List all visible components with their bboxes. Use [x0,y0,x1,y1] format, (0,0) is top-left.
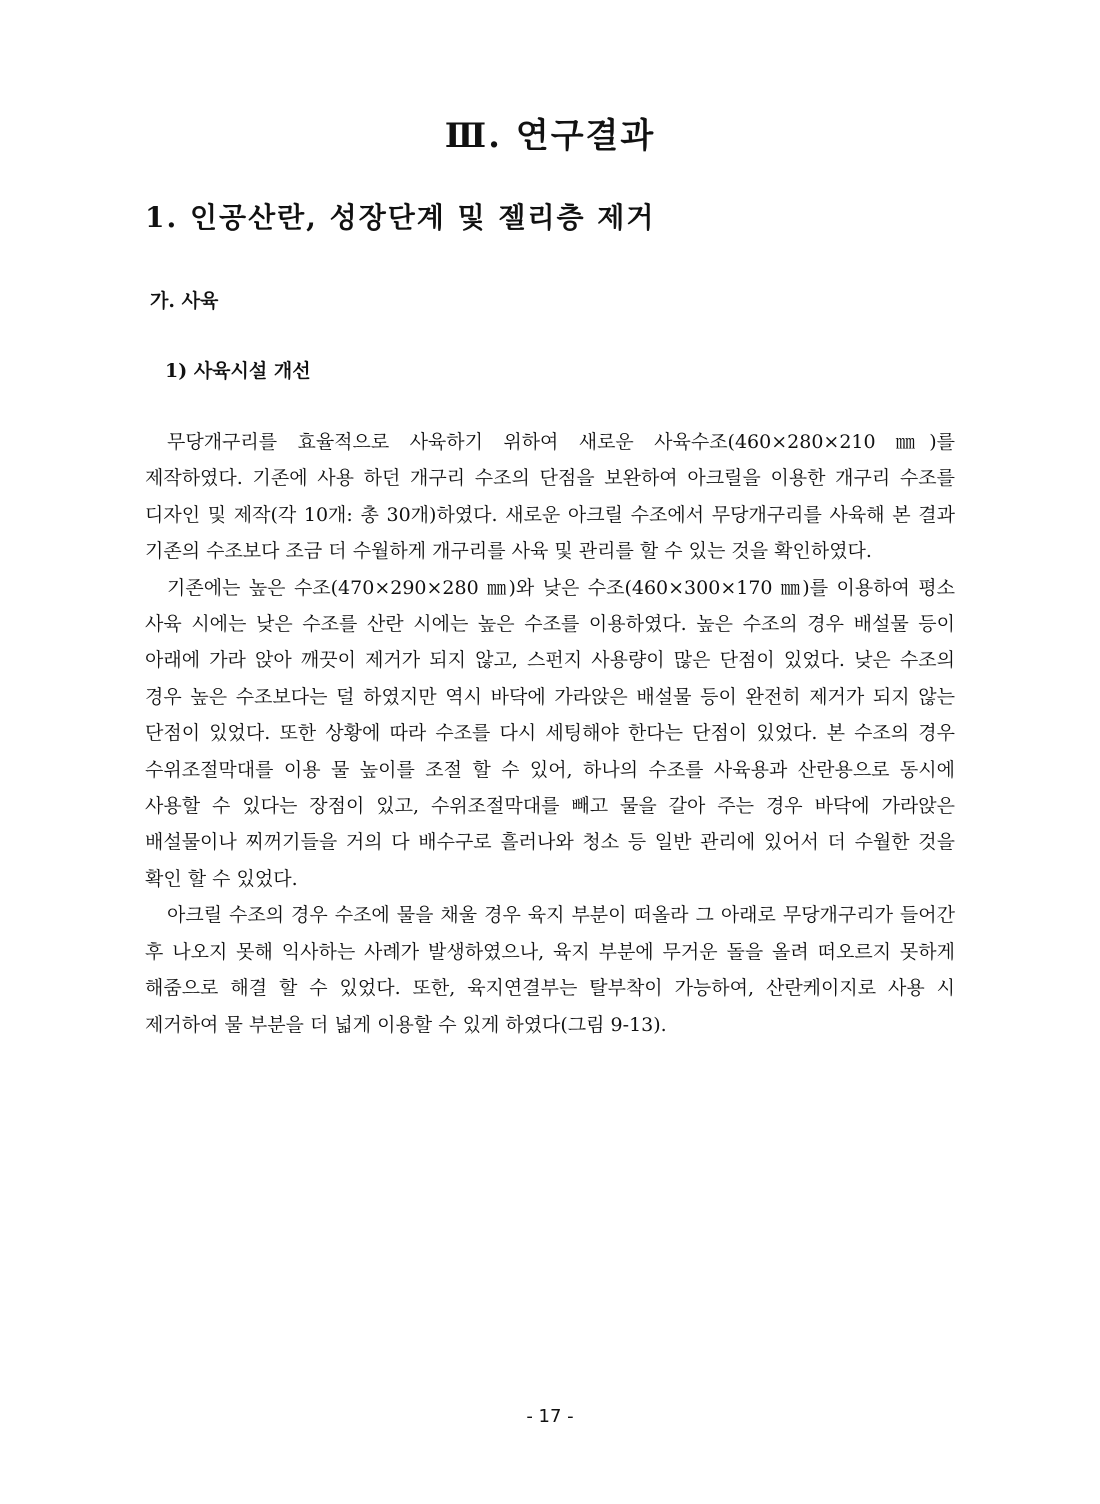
paragraph-1: 무당개구리를 효율적으로 사육하기 위하여 새로운 사육수조(460×280×210 ㎜)를 제작하였다. 기존에 사용 하던 개구리 수조의 단점을 보완하여 아크릴을 이용한 개구리 수조를 디자인 및 제작(각 10개: 총 30개)하였다. 새로운 아크릴 수조에서 무당개구리를 사육해 본 결과 기존의 수조보다 조금 더 수월하게 개구리를 사육 및 관리를 할 수 있는 것을 확인하였다. [145,431,955,563]
section-title: 1. 인공산란, 성장단계 및 젤리층 제거 [145,201,656,234]
page-number: - 17 - [526,1406,574,1427]
body-text [145,424,955,1043]
subsubsection-title: 1) 사육시설 개선 [165,360,311,382]
paragraph-3: 아크릴 수조의 경우 수조에 물을 채울 경우 육지 부분이 떠올라 그 아래로 무당개구리가 들어간 후 나오지 못해 익사하는 사례가 발생하였으나, 육지 부분에 무거운 돌을 올려 떠오르지 못하게 해줌으로 해결 할 수 있었다. 또한, 육지연결부는 탈부착이 가능하여, 산란케이지로 사용 시 제거하여 물 부분을 더 넓게 이용할 수 있게 하였다(그림 9-13). [145,904,955,1036]
subsection-title: 가. 사육 [150,290,219,312]
paragraph-2: 기존에는 높은 수조(470×290×280 ㎜)와 낮은 수조(460×300×170 ㎜)를 이용하여 평소 사육 시에는 낮은 수조를 산란 시에는 높은 수조를 이용하였다. 높은 수조의 경우 배설물 등이 아래에 가라 앉아 깨끗이 제거가 되지 않고, 스펀지 사용량이 많은 단점이 있었다. 낮은 수조의 경우 높은 수조보다는 덜 하였지만 역시 바닥에 가라앉은 배설물 등이 완전히 제거가 되지 않는 단점이 있었다. 또한 상황에 따라 수조를 다시 세팅해야 한다는 단점이 있었다. 본 수조의 경우 수위조절막대를 이용 물 높이를 조절 할 수 있어, 하나의 수조를 사육용과 산란용으로 동시에 사용할 수 있다는 장점이 있고, 수위조절막대를 빼고 물을 갈아 주는 경우 바닥에 가라앉은 배설물이나 찌꺼기들을 거의 다 배수구로 흘러나와 청소 등 일반 관리에 있어서 더 수월한 것을 확인 할 수 있었다. [145,576,955,890]
chapter-title: Ⅲ. 연구결과 [444,116,656,156]
